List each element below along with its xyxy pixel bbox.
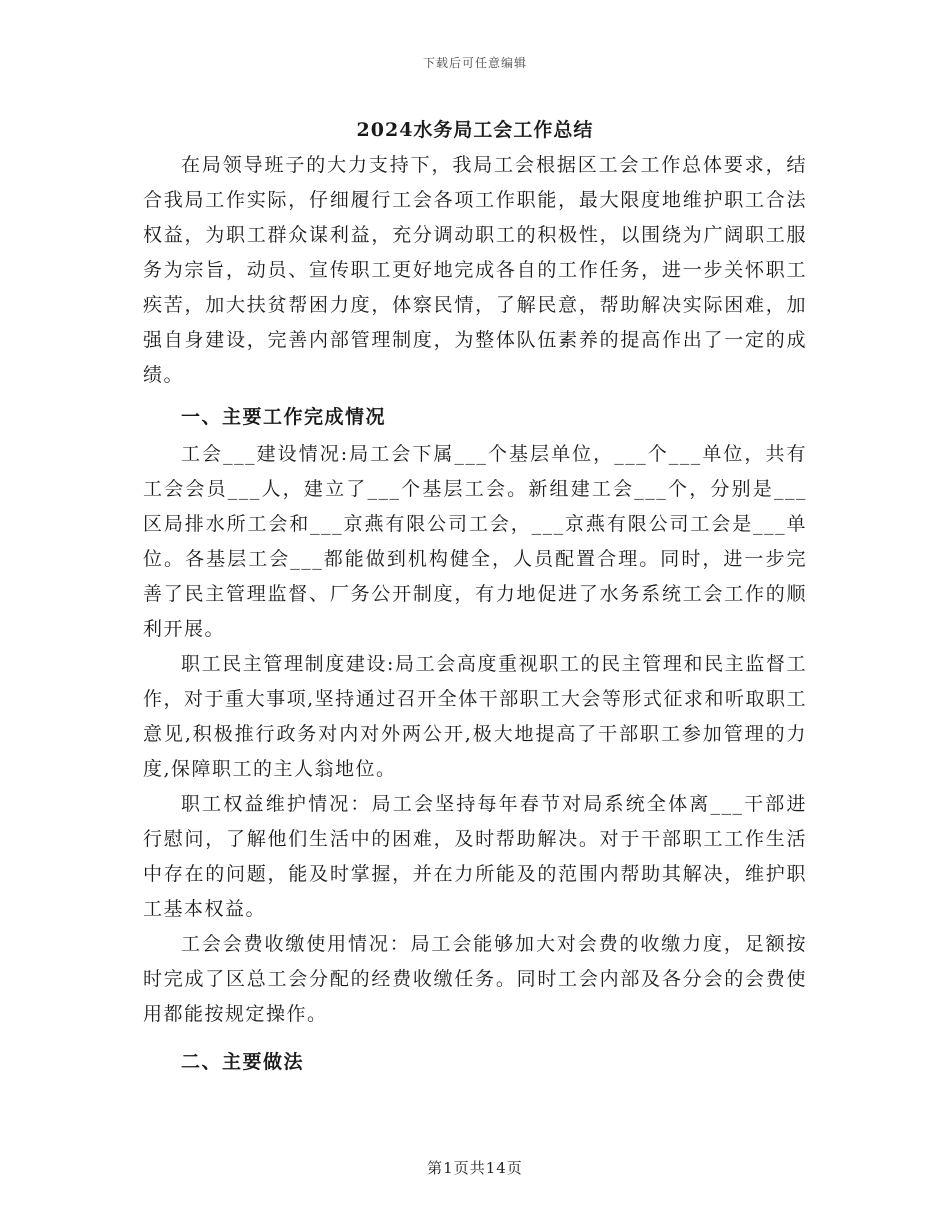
section-heading-2: 二、主要做法 xyxy=(181,1051,305,1073)
document-body xyxy=(143,112,807,1082)
header-note: 下载后可任意编辑 xyxy=(422,56,527,70)
intro-paragraph: 在局领导班子的大力支持下，我局工会根据区工会工作总体要求，结合我局工作实际，仔细履行工会各项工作职能，最大限度地维护职工合法权益，为职工群众谋利益，充分调动职工的积极性，以围绕为广阔职工服务为宗旨，动员、宣传职工更好地完成各自的工作任务，进一步关怀职工疾苦，加大扶贫帮困力度，体察民情，了解民意，帮助解决实际困难，加强自身建设，完善内部管理制度，为整体队伍素养的提高作出了一定的成绩。 xyxy=(143,154,807,386)
construction-paragraph: 工会___建设情况:局工会下属___个基层单位，___个___单位，共有工会会员___人，建立了___个基层工会。新组建工会___个，分别是___区局排水所工会和___京燕有限公司工会，___京燕有限公司工会是___单位。各基层工会___都能做到机构健全，人员配置合理。同时，进一步完善了民主管理监督、厂务公开制度，有力地促进了水务系统工会工作的顺利开展。 xyxy=(143,443,807,640)
rights-paragraph: 职工权益维护情况：局工会坚持每年春节对局系统全体离___干部进行慰问，了解他们生活中的困难，及时帮助解决。对于干部职工工作生活中存在的问题，能及时掌握，并在力所能及的范围内帮助其解决，维护职工基本权益。 xyxy=(143,793,807,920)
page-footer: 第1页共14页 xyxy=(427,1159,523,1177)
document-title: 2024水务局工会工作总结 xyxy=(356,119,594,141)
democracy-paragraph: 职工民主管理制度建设:局工会高度重视职工的民主管理和民主监督工作，对于重大事项,坚持通过召开全体干部职工大会等形式征求和听取职工意见,积极推行政务对内对外两公开,极大地提高了干部职工参加管理的力度,保障职工的主人翁地位。 xyxy=(143,653,807,780)
dues-paragraph: 工会会费收缴使用情况：局工会能够加大对会费的收缴力度，足额按时完成了区总工会分配的经费收缴任务。同时工会内部及各分会的会费使用都能按规定操作。 xyxy=(143,933,807,1025)
section-heading-1: 一、主要工作完成情况 xyxy=(181,406,387,428)
